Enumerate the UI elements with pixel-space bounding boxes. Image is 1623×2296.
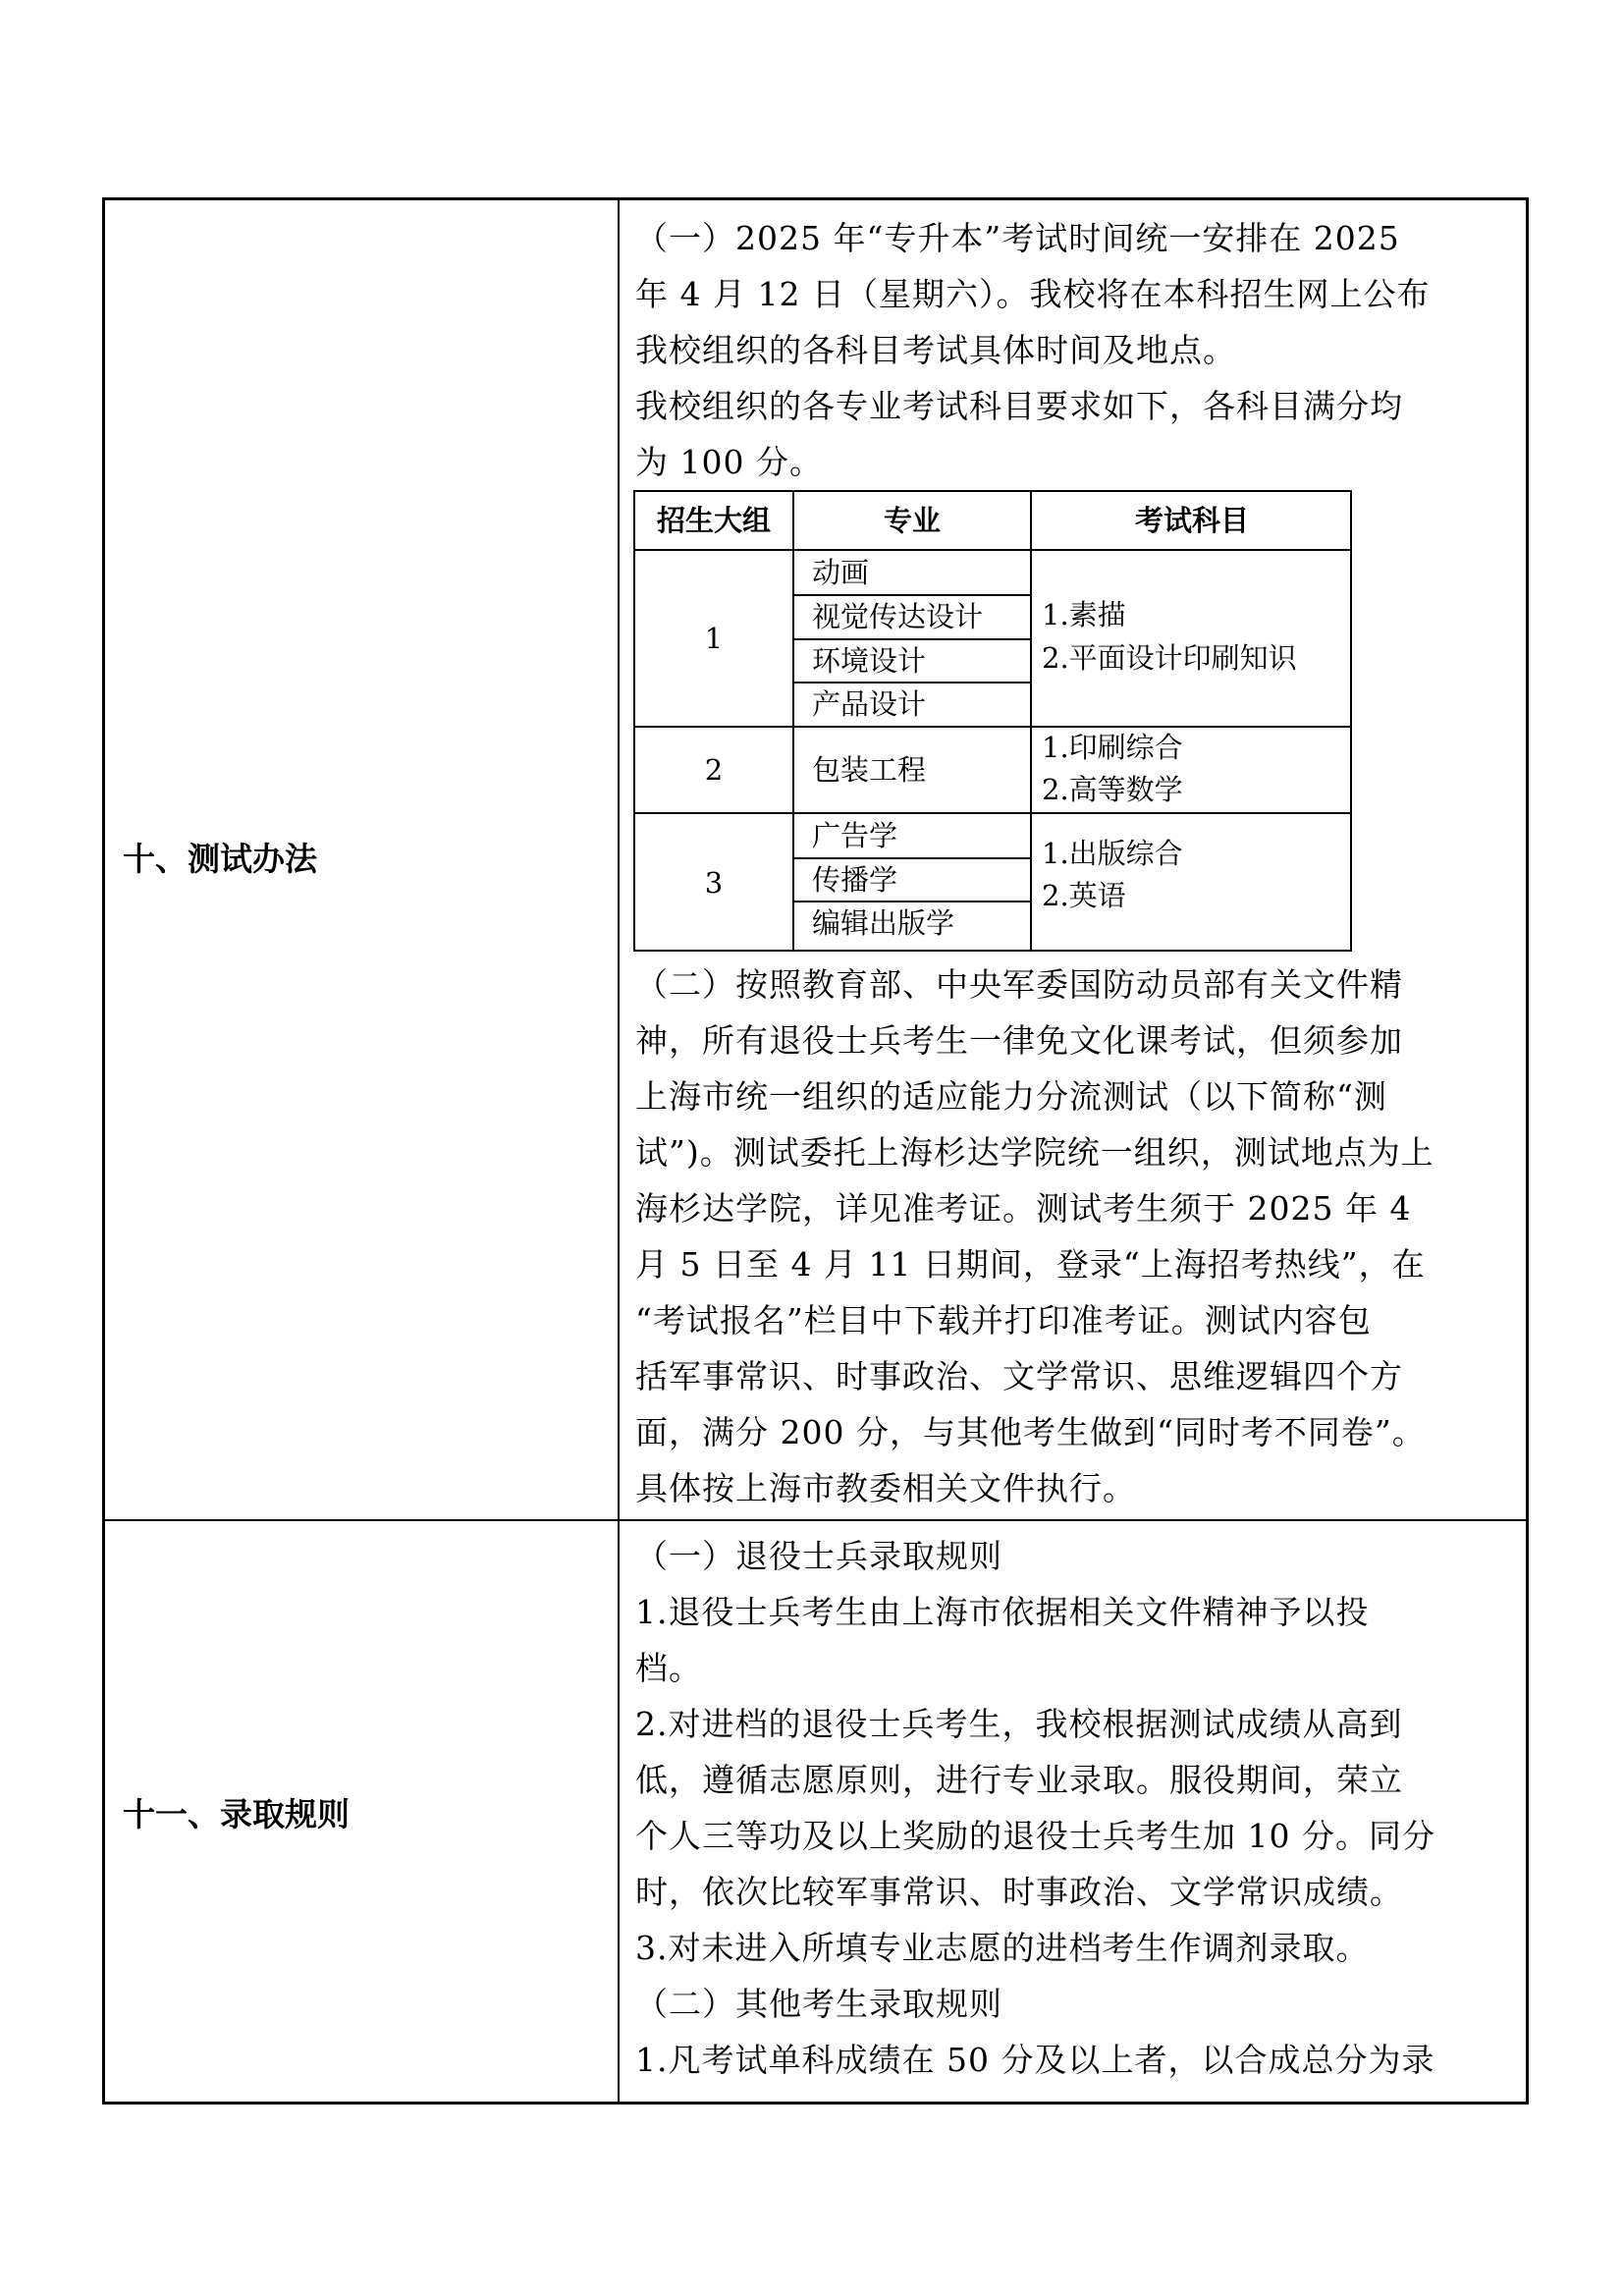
section-11-label: 十一、录取规则 — [123, 1795, 350, 1833]
major-name: 广告学 — [812, 819, 898, 852]
exam-subject-table — [633, 490, 1352, 952]
row-divider — [105, 1519, 1526, 1521]
subject-item: 2.高等数学 — [1042, 773, 1183, 806]
text-line: （二）其他考生录取规则 — [635, 1985, 1002, 2023]
subject-item: 1.素描 — [1042, 598, 1126, 631]
major-name: 环境设计 — [812, 644, 927, 678]
text-line: （一）2025 年“专升本”考试时间统一安排在 2025 — [635, 219, 1400, 257]
text-line: 试”)。测试委托上海杉达学院统一组织，测试地点为上 — [635, 1133, 1434, 1172]
section-10-label: 十、测试办法 — [123, 840, 317, 878]
text-line: 面，满分 200 分，与其他考生做到“同时考不同卷”。 — [635, 1413, 1426, 1451]
text-line: 具体按上海市教委相关文件执行。 — [635, 1469, 1136, 1507]
text-line: 时，依次比较军事常识、时事政治、文学常识成绩。 — [635, 1873, 1403, 1911]
section-10-intro — [635, 210, 1519, 490]
subject-item: 2.英语 — [1042, 879, 1126, 912]
content-table — [102, 197, 1529, 2105]
text-line: 神，所有退役士兵考生一律免文化课考试，但须参加 — [635, 1021, 1403, 1060]
header-major: 专业 — [883, 504, 941, 537]
text-line: 1.凡考试单科成绩在 50 分及以上者，以合成总分为录 — [635, 2041, 1435, 2079]
major-name: 视觉传达设计 — [812, 600, 984, 633]
major-name: 传播学 — [812, 863, 898, 897]
major-name: 包装工程 — [812, 753, 927, 787]
text-line: 3.对未进入所填专业志愿的进档考生作调剂录取。 — [635, 1929, 1370, 1967]
text-line: （二）按照教育部、中央军委国防动员部有关文件精 — [635, 965, 1403, 1004]
text-line: （一）退役士兵录取规则 — [635, 1537, 1002, 1575]
text-line: 我校组织的各科目考试具体时间及地点。 — [635, 331, 1236, 369]
section-11-body — [635, 1528, 1519, 2088]
column-divider — [618, 200, 620, 2102]
text-line: “考试报名”栏目中下载并打印准考证。测试内容包 — [635, 1301, 1372, 1339]
major-name: 产品设计 — [812, 687, 927, 721]
subject-item: 1.出版综合 — [1042, 837, 1183, 870]
major-name: 动画 — [812, 556, 870, 589]
section-10-part2 — [635, 957, 1519, 1516]
text-line: 我校组织的各专业考试科目要求如下，各科目满分均 — [635, 387, 1403, 425]
group-number: 3 — [704, 866, 724, 900]
group-number: 2 — [704, 753, 724, 787]
subject-item: 1.印刷综合 — [1042, 731, 1183, 764]
text-line: 括军事常识、时事政治、文学常识、思维逻辑四个方 — [635, 1357, 1403, 1395]
group-number: 1 — [704, 622, 724, 655]
text-line: 个人三等功及以上奖励的退役士兵考生加 10 分。同分 — [635, 1817, 1435, 1855]
major-name: 编辑出版学 — [812, 906, 955, 940]
text-line: 档。 — [635, 1649, 702, 1687]
text-line: 低，遵循志愿原则，进行专业录取。服役期间，荣立 — [635, 1761, 1403, 1799]
subject-item: 2.平面设计印刷知识 — [1042, 641, 1297, 675]
header-group: 招生大组 — [656, 504, 771, 537]
text-line: 1.退役士兵考生由上海市依据相关文件精神予以投 — [635, 1593, 1370, 1631]
text-line: 2.对进档的退役士兵考生，我校根据测试成绩从高到 — [635, 1705, 1403, 1743]
text-line: 年 4 月 12 日（星期六）。我校将在本科招生网上公布 — [635, 275, 1431, 313]
text-line: 上海市统一组织的适应能力分流测试（以下简称“测 — [635, 1077, 1387, 1116]
header-subjects: 考试科目 — [1134, 504, 1249, 537]
text-line: 海杉达学院，详见准考证。测试考生须于 2025 年 4 — [635, 1189, 1412, 1228]
text-line: 月 5 日至 4 月 11 日期间，登录“上海招考热线”，在 — [635, 1245, 1426, 1284]
text-line: 为 100 分。 — [635, 443, 823, 481]
